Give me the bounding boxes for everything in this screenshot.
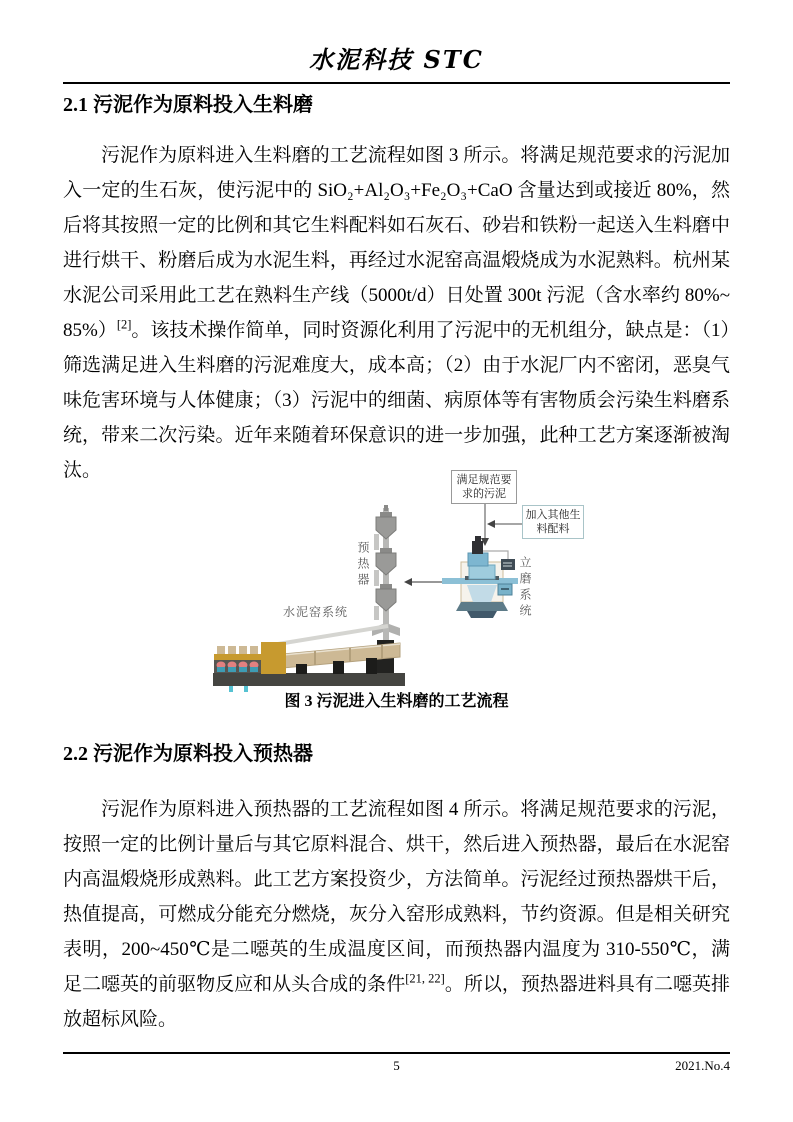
journal-title: 水泥科技 STC bbox=[309, 45, 484, 74]
cement-kiln-drawing bbox=[213, 642, 405, 692]
cement-kiln-label: 水泥窑系统 bbox=[283, 605, 349, 619]
left-arrow-icon bbox=[487, 520, 522, 528]
section-2-2-heading: 2.2 污泥作为原料投入预热器 bbox=[63, 743, 313, 765]
footer-rule bbox=[63, 1052, 730, 1054]
paragraph-text: 。该技术操作简单，同时资源化利用了污泥中的无机组分，缺点是：（1）筛选满足进入生料磨的污泥难度大，成本高；（2）由于水泥厂内不密闭，恶臭气味危害环境与人体健康；（3）污泥中的细菌、病原体等有害物质会污染生料磨系统，带来二次污染。近年来随着环保意识的进一步加强，此种工艺方案逐渐被淘汰。 bbox=[63, 320, 730, 481]
paragraph-text: 污泥作为原料进入生料磨的工艺流程如图 3 所示。将满足规范要求的污泥加入一定的生石灰，使污泥中的 SiO₂+Al₂O₃+Fe₂O₃+CaO 含量达到或接近 80%，然后将其按照一定的比例和其它生料配料如石灰石、砂岩和铁粉一起送入生料磨中进行烘干、粉磨后成为水泥生料，再经过水泥窑高温煅烧成为水泥熟料。杭州某水泥公司采用此工艺在熟料生产线（5000t/d）日处置 300t 污泥（含水率约 80%~85%） bbox=[63, 145, 730, 341]
header-rule bbox=[63, 82, 730, 84]
figure-3-caption: 图 3 污泥进入生料磨的工艺流程 bbox=[284, 693, 509, 710]
add-materials-box-label: 加入其他生料配料 bbox=[522, 505, 584, 539]
vertical-mill-label: 立磨系统 bbox=[518, 556, 532, 620]
citation-ref-2: [2] bbox=[116, 317, 132, 332]
figure-3-canvas bbox=[0, 468, 793, 693]
paragraph-text: 。所以，预热器进料具有二噁英排放超标风险。 bbox=[63, 974, 730, 1030]
preheater-label: 预热器 bbox=[356, 541, 370, 589]
paragraph-text: 污泥作为原料进入预热器的工艺流程如图 4 所示。将满足规范要求的污泥，按照一定的比例计量后与其它原料混合、烘干，然后进入预热器，最后在水泥窑内高温煅烧形成熟料。此工艺方案投资少，方法简单。污泥经过预热器烘干后，热值提高，可燃成分能充分燃烧，灰分入窑形成熟料，节约资源。但是相关研究表明，200~450℃是二噁英的生成温度区间，而预热器内温度为 310-550℃，满足二噁英的前驱物反应和从头合成的条件 bbox=[63, 799, 730, 995]
vertical-mill-drawing bbox=[442, 536, 518, 618]
figure-3-drawing bbox=[0, 468, 793, 693]
issue-number: 2021.No.4 bbox=[675, 1058, 730, 1073]
section-2-1-paragraph bbox=[63, 138, 730, 488]
page-number: 5 bbox=[393, 1058, 400, 1073]
citation-ref-21-22: [21, 22] bbox=[405, 971, 445, 986]
section-2-2-paragraph bbox=[63, 792, 730, 1037]
down-arrow-icon bbox=[481, 503, 489, 546]
tertiary-duct-drawing bbox=[272, 626, 388, 645]
section-2-1-heading: 2.1 污泥作为原料投入生料磨 bbox=[63, 94, 313, 116]
sludge-box-label: 满足规范要求的污泥 bbox=[451, 470, 517, 504]
